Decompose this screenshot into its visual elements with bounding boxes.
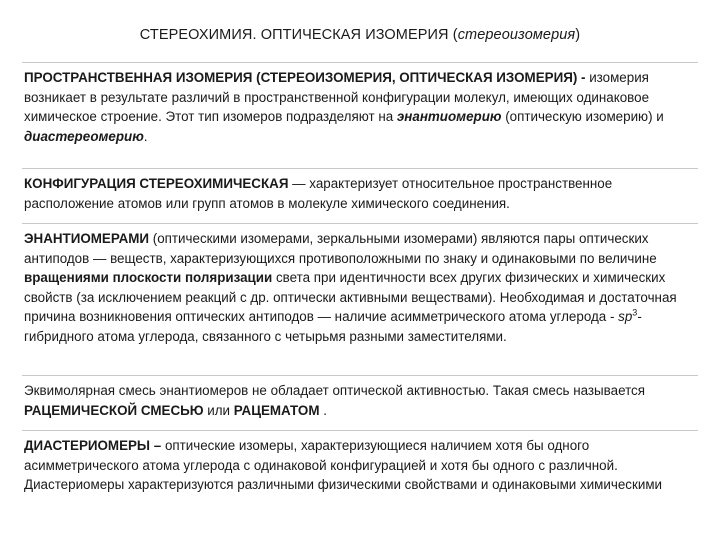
paragraph-racemate: [24, 381, 700, 420]
term-diastereomers: ДИАСТЕРИОМЕРЫ –: [24, 438, 162, 453]
term-enantiomerism: энантиомерию: [396, 109, 502, 125]
title-main: СТЕРЕОХИМИЯ. ОПТИЧЕСКАЯ ИЗОМЕРИЯ (: [139, 27, 458, 43]
sp-label: sp: [618, 309, 633, 325]
term-spatial-isomerism: ПРОСТРАНСТВЕННАЯ ИЗОМЕРИЯ (СТЕРЕОИЗОМЕРИЯ, ОПТИЧЕСКАЯ ИЗОМЕРИЯ) -: [24, 70, 586, 85]
paragraph-text: — характеризует относительное пространственное расположение атомов или групп атомов в молекуле химического соединения.: [24, 176, 613, 211]
paragraph-text: изомерия возникает в результате различий в пространственной конфигурации молекул, имеющих одинаковое химическое строение. Этот тип изомеров подразделяют на: [24, 70, 650, 125]
paragraph-text: .: [143, 128, 148, 144]
paragraph-text: (оптическими изомерами, зеркальными изомерами) являются пары оптических антиподов — веществ, характеризующихся противоположными по знаку и одинаковыми по величине: [24, 231, 657, 266]
divider: [22, 168, 698, 169]
paragraph-text: Эквимолярная смесь энантиомеров не обладает оптической активностью. Такая смесь называется: [24, 383, 646, 398]
sp-superscript: 3: [632, 307, 638, 318]
term-racemate: РАЦЕМАТОМ: [233, 402, 320, 418]
term-diastereomerism: диастереомерию: [24, 128, 144, 144]
term-enantiomers: ЭНАНТИОМЕРАМИ: [24, 231, 150, 246]
paragraph-spatial-isomerism: [24, 68, 700, 146]
divider: [22, 375, 698, 376]
term-rotation: вращениями плоскости поляризации: [24, 270, 273, 286]
divider: [22, 223, 698, 224]
page-title: [0, 27, 720, 43]
paragraph-text: света при идентичности всех других физических и химических свойств (за исключением реакций с др. оптически активными веществами). Необходимая и достаточная причина возникновения оптических антиподов — наличие асимметрического атома углерода -: [24, 270, 677, 325]
divider: [22, 62, 698, 63]
divider: [22, 430, 698, 431]
paragraph-text: .: [319, 402, 327, 418]
paragraph-text: или: [203, 402, 234, 418]
title-close: ): [575, 27, 581, 43]
paragraph-enantiomers: [24, 229, 700, 347]
term-configuration: КОНФИГУРАЦИЯ СТЕРЕОХИМИЧЕСКАЯ: [24, 176, 289, 191]
paragraph-diastereomers: [24, 436, 700, 495]
paragraph-text: -гибридного атома углерода, связанного с четырьмя разными заместителями.: [24, 309, 642, 344]
term-racemic-mixture: РАЦЕМИЧЕСКОЙ СМЕСЬЮ: [24, 402, 204, 418]
title-italic: стереоизомерия: [457, 27, 576, 43]
paragraph-configuration: [24, 174, 700, 213]
paragraph-text: оптические изомеры, характеризующиеся наличием хотя бы одного асимметрического атома углерода с одинаковой конфигурацией и хотя бы одного с различной. Диастериомеры характеризуются различными физическими свойствами и одинаковыми химическими: [24, 438, 663, 493]
paragraph-text: (оптическую изомерию) и: [501, 109, 664, 125]
